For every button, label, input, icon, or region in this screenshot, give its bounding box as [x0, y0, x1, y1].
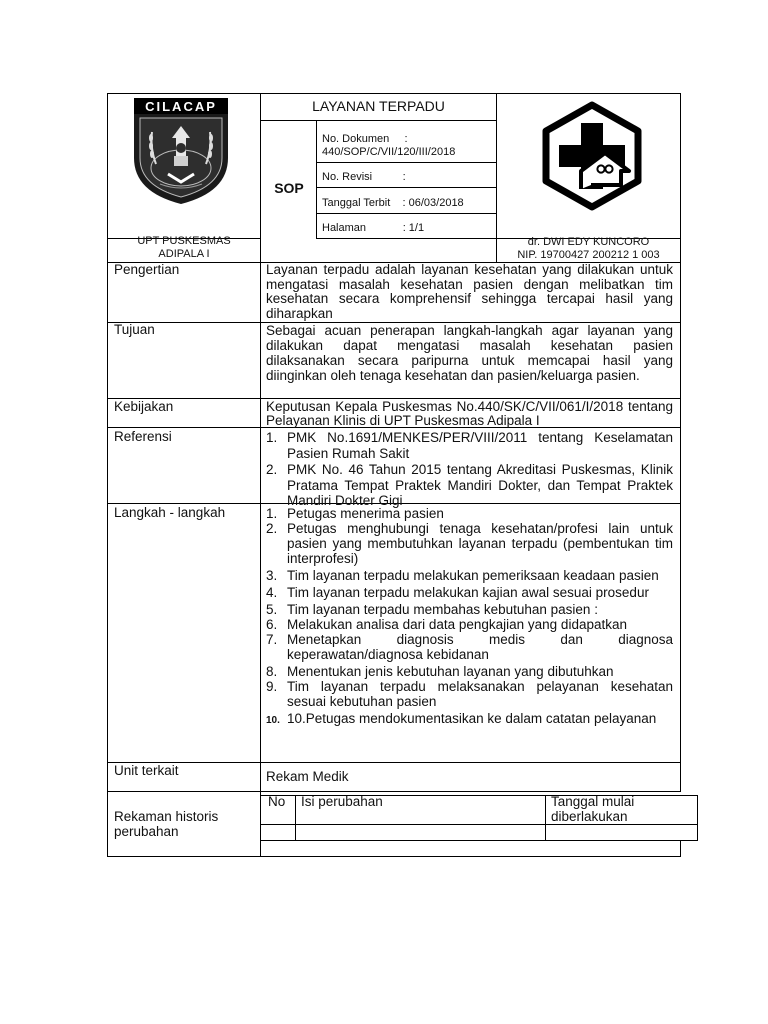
list-text: Tim layanan terpadu melakukan kajian awal sesuai prosedur [287, 585, 649, 600]
col-no: No [268, 794, 286, 809]
signer-nip: NIP. 19700427 200212 1 003 [517, 249, 660, 261]
tanggal-terbit: Tanggal Terbit : 06/03/2018 [322, 197, 464, 209]
document-title: LAYANAN TERPADU [312, 98, 445, 114]
rekaman-label: Rekaman historis perubahan [114, 809, 219, 839]
list-number: 6. [266, 617, 278, 632]
unit-terkait-label: Unit terkait [114, 763, 179, 778]
cilacap-logo [132, 96, 230, 206]
list-number: 7. [266, 632, 278, 647]
no-dokumen-value: 440/SOP/C/VII/120/III/2018 [322, 145, 456, 158]
list-item [266, 632, 673, 662]
list-text: Petugas menerima pasien [287, 506, 444, 521]
pengertian-text: Layanan terpadu adalah layanan kesehatan yang dilakukan untuk mengatasi masalah kesehatan pasien dengan melibatkan tim kesehatan secara komprehensif sehingga tercapai hasil yang diharapkan [266, 262, 673, 321]
list-text: Tim layanan terpadu melaksanakan pelayanan kesehatan sesuai kebutuhan pasien [287, 679, 673, 709]
list-item [266, 585, 673, 600]
health-cross-logo [541, 101, 643, 211]
no-dokumen [322, 133, 455, 158]
tujuan-label: Tujuan [114, 322, 155, 337]
list-item [266, 664, 673, 679]
list-number: 5. [266, 602, 278, 617]
list-number: 8. [266, 664, 278, 679]
list-number: 10. [266, 715, 280, 726]
logo-text: CILACAP [145, 99, 217, 114]
list-text: 10.Petugas mendokumentasikan ke dalam catatan pelayanan [287, 711, 657, 726]
list-number: 2. [266, 521, 278, 536]
list-text: Menetapkan diagnosis medis dan diagnosa keperawatan/diagnosa kebidanan [287, 632, 673, 662]
list-number: 1. [266, 506, 278, 521]
list-text: PMK No.1691/MENKES/PER/VIII/2011 tentang Keselamatan Pasien Rumah Sakit [287, 430, 673, 461]
langkah-list [266, 506, 673, 728]
list-text: Tim layanan terpadu melakukan pemeriksaan keadaan pasien [287, 568, 659, 583]
kebijakan-label: Kebijakan [114, 399, 174, 414]
sop-label: SOP [274, 180, 304, 196]
kebijakan-text: Keputusan Kepala Puskesmas No.440/SK/C/VII/061/I/2018 tentang Pelayanan Klinis di UPT Puskesmas Adipala I [266, 399, 673, 428]
no-dokumen-label: No. Dokumen : [322, 133, 408, 145]
list-text: Menentukan jenis kebutuhan layanan yang dibutuhkan [287, 664, 614, 679]
unit-line-1: UPT PUSKESMAS [137, 235, 231, 247]
list-text: Tim layanan terpadu membahas kebutuhan pasien : [287, 602, 598, 617]
list-text: Melakukan analisa dari data pengkajian yang didapatkan [287, 617, 627, 632]
signer-name: dr. DWI EDY KUNCORO [527, 236, 650, 248]
pengertian-label: Pengertian [114, 262, 180, 277]
col-tanggal-mulai: Tanggal mulai diberlakukan [551, 794, 635, 824]
list-text: PMK No. 46 Tahun 2015 tentang Akreditasi Puskesmas, Klinik Pratama Tempat Praktek Mandiri Dokter, dan Tempat Praktek Mandiri Dokter Gigi [287, 462, 673, 508]
list-item [266, 521, 673, 566]
referensi-label: Referensi [114, 429, 172, 444]
list-item [266, 506, 673, 521]
list-text: Petugas menghubungi tenaga kesehatan/profesi lain untuk pasien yang membutuhkan layanan terpadu (pembentukan tim interprofesi) [287, 521, 673, 566]
list-item [266, 568, 673, 583]
langkah-label: Langkah - langkah [114, 505, 226, 520]
unit-terkait-text: Rekam Medik [266, 769, 349, 784]
signer [497, 236, 680, 262]
list-item [266, 462, 673, 509]
halaman: Halaman : 1/1 [322, 222, 425, 234]
list-item [266, 602, 673, 617]
list-number: 1. [266, 430, 278, 445]
no-revisi: No. Revisi : [322, 171, 406, 183]
unit-name [108, 235, 260, 261]
list-item [266, 679, 673, 709]
unit-line-2: ADIPALA I [158, 248, 210, 260]
col-isi-perubahan: Isi perubahan [301, 794, 383, 809]
list-item [266, 711, 673, 728]
list-item [266, 617, 673, 632]
list-number: 4. [266, 585, 278, 600]
list-number: 9. [266, 679, 278, 694]
list-item [266, 430, 673, 461]
list-number: 3. [266, 568, 278, 583]
referensi-list [266, 430, 673, 509]
tujuan-text: Sebagai acuan penerapan langkah-langkah agar layanan yang dilakukan dapat mengatasi masalah kesehatan pasien dilaksanakan secara paripurna untuk memcapai hasil yang diinginkan oleh tenaga kesehatan dan pasien/keluarga pasien. [266, 323, 673, 383]
list-number: 2. [266, 462, 278, 477]
